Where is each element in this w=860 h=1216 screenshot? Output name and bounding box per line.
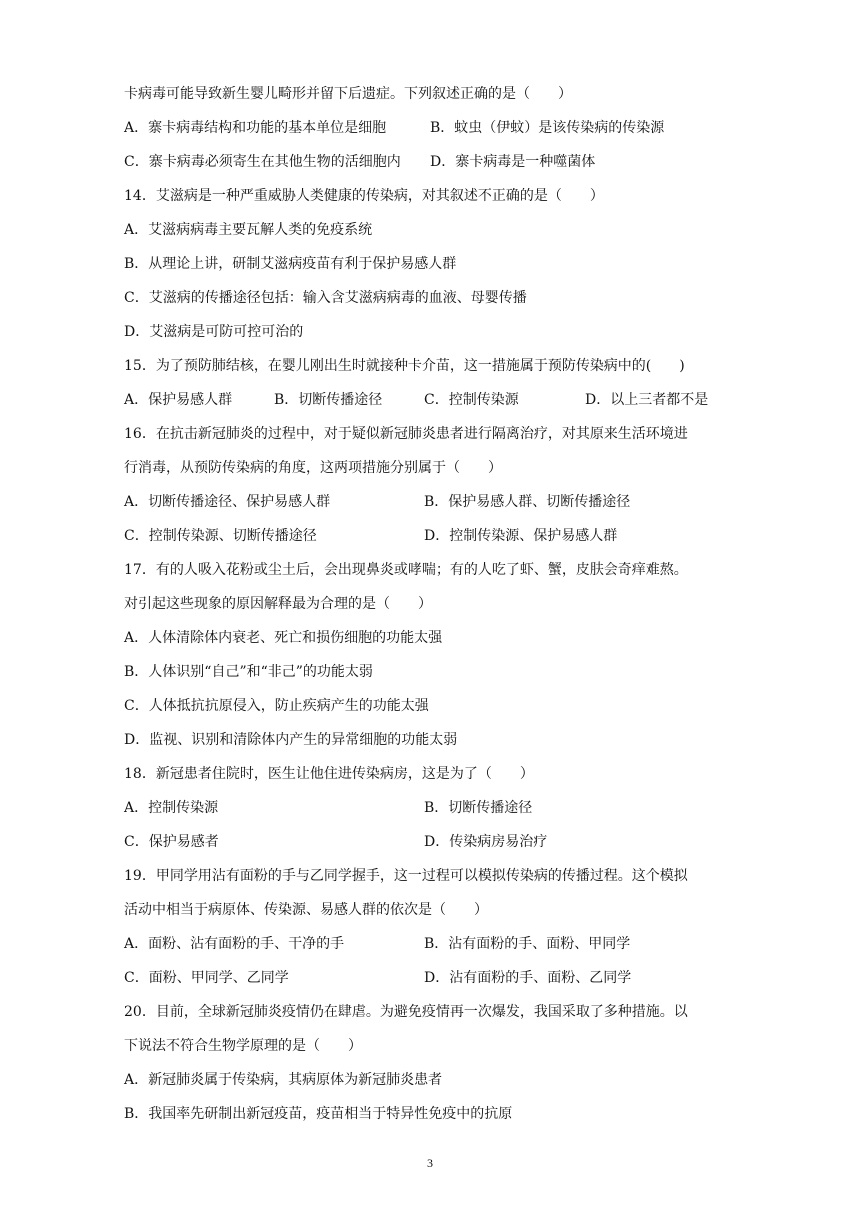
q16-option-b: B．保护易感人群、切断传播途径 (424, 494, 631, 510)
q18-options-row-2 (124, 832, 548, 852)
q19-stem-line-1: 19．甲同学用沾有面粉的手与乙同学握手，这一过程可以模拟传染病的传播过程。这个模拟 (124, 868, 688, 884)
q13-stem-continued: 卡病毒可能导致新生婴儿畸形并留下后遗症。下列叙述正确的是（ ） (124, 86, 572, 102)
q16-stem-line-1: 16．在抗击新冠肺炎的过程中，对于疑似新冠肺炎患者进行隔离治疗，对其原来生活环境进 (124, 426, 688, 442)
q20-stem-line-1: 20．目前，全球新冠肺炎疫情仍在肆虐。为避免疫情再一次爆发，我国采取了多种措施。以 (124, 1004, 688, 1020)
q19-option-c: C．面粉、甲同学、乙同学 (124, 970, 289, 986)
q19-option-d: D．沾有面粉的手、面粉、乙同学 (424, 970, 632, 986)
q17-option-a: A．人体清除体内衰老、死亡和损伤细胞的功能太强 (124, 630, 443, 646)
q15-option-c: C．控制传染源 (424, 392, 519, 408)
q18-option-a: A．控制传染源 (124, 800, 219, 816)
q19-option-b: B．沾有面粉的手、面粉、甲同学 (424, 936, 631, 952)
q20-option-a: A．新冠肺炎属于传染病，其病原体为新冠肺炎患者 (124, 1072, 443, 1088)
q20-stem-line-2: 下说法不符合生物学原理的是（ ） (124, 1038, 362, 1054)
q18-option-b: B．切断传播途径 (424, 800, 533, 816)
q20-option-b: B．我国率先研制出新冠疫苗，疫苗相当于特异性免疫中的抗原 (124, 1106, 513, 1122)
q16-option-d: D．控制传染源、保护易感人群 (424, 528, 618, 544)
page-number: 3 (427, 1156, 433, 1170)
q18-stem: 18．新冠患者住院时，医生让他住进传染病房，这是为了（ ） (124, 766, 534, 782)
q14-option-a: A．艾滋病病毒主要瓦解人类的免疫系统 (124, 222, 373, 238)
q13-options-row-2 (124, 152, 596, 172)
q19-options-row-1 (124, 934, 631, 954)
q17-stem-line-2: 对引起这些现象的原因解释最为合理的是（ ） (124, 596, 432, 612)
q16-options-row-1 (124, 492, 631, 512)
q16-options-row-2 (124, 526, 618, 546)
q17-option-d: D．监视、识别和清除体内产生的异常细胞的功能太弱 (124, 732, 458, 748)
q13-option-c: C．寨卡病毒必须寄生在其他生物的活细胞内 (124, 154, 401, 170)
q19-options-row-2 (124, 968, 632, 988)
q19-stem-line-2: 活动中相当于病原体、传染源、易感人群的依次是（ ） (124, 902, 488, 918)
q15-option-a: A．保护易感人群 (124, 392, 233, 408)
q15-options-row (124, 390, 709, 410)
q13-option-b: B．蚊虫（伊蚊）是该传染病的传染源 (430, 120, 665, 136)
q16-stem-line-2: 行消毒，从预防传染病的角度，这两项措施分别属于（ ） (124, 460, 502, 476)
q14-stem: 14．艾滋病是一种严重威胁人类健康的传染病，对其叙述不正确的是（ ） (124, 188, 604, 204)
q17-stem-line-1: 17．有的人吸入花粉或尘土后，会出现鼻炎或哮喘；有的人吃了虾、蟹，皮肤会奇痒难熬。 (124, 562, 688, 578)
q15-option-b: B．切断传播途径 (274, 392, 383, 408)
q14-option-d: D．艾滋病是可防可控可治的 (124, 324, 304, 340)
q18-option-c: C．保护易感者 (124, 834, 219, 850)
q13-options-row-1 (124, 118, 665, 138)
q13-option-d: D．寨卡病毒是一种噬菌体 (430, 154, 596, 170)
q13-option-a: A．寨卡病毒结构和功能的基本单位是细胞 (124, 120, 387, 136)
q18-options-row-1 (124, 798, 533, 818)
q15-option-d: D．以上三者都不是 (585, 392, 709, 408)
q14-option-c: C．艾滋病的传播途径包括：输入含艾滋病病毒的血液、母婴传播 (124, 290, 527, 306)
q17-option-c: C．人体抵抗抗原侵入，防止疾病产生的功能太强 (124, 698, 429, 714)
q18-option-d: D．传染病房易治疗 (424, 834, 548, 850)
q15-stem: 15．为了预防肺结核，在婴儿刚出生时就接种卡介苗，这一措施属于预防传染病中的( ) (124, 358, 685, 374)
q17-option-b: B．人体识别“自己”和“非己”的功能太弱 (124, 664, 373, 680)
q16-option-c: C．控制传染源、切断传播途径 (124, 528, 317, 544)
q19-option-a: A．面粉、沾有面粉的手、干净的手 (124, 936, 345, 952)
q16-option-a: A．切断传播途径、保护易感人群 (124, 494, 331, 510)
q14-option-b: B．从理论上讲，研制艾滋病疫苗有利于保护易感人群 (124, 256, 457, 272)
